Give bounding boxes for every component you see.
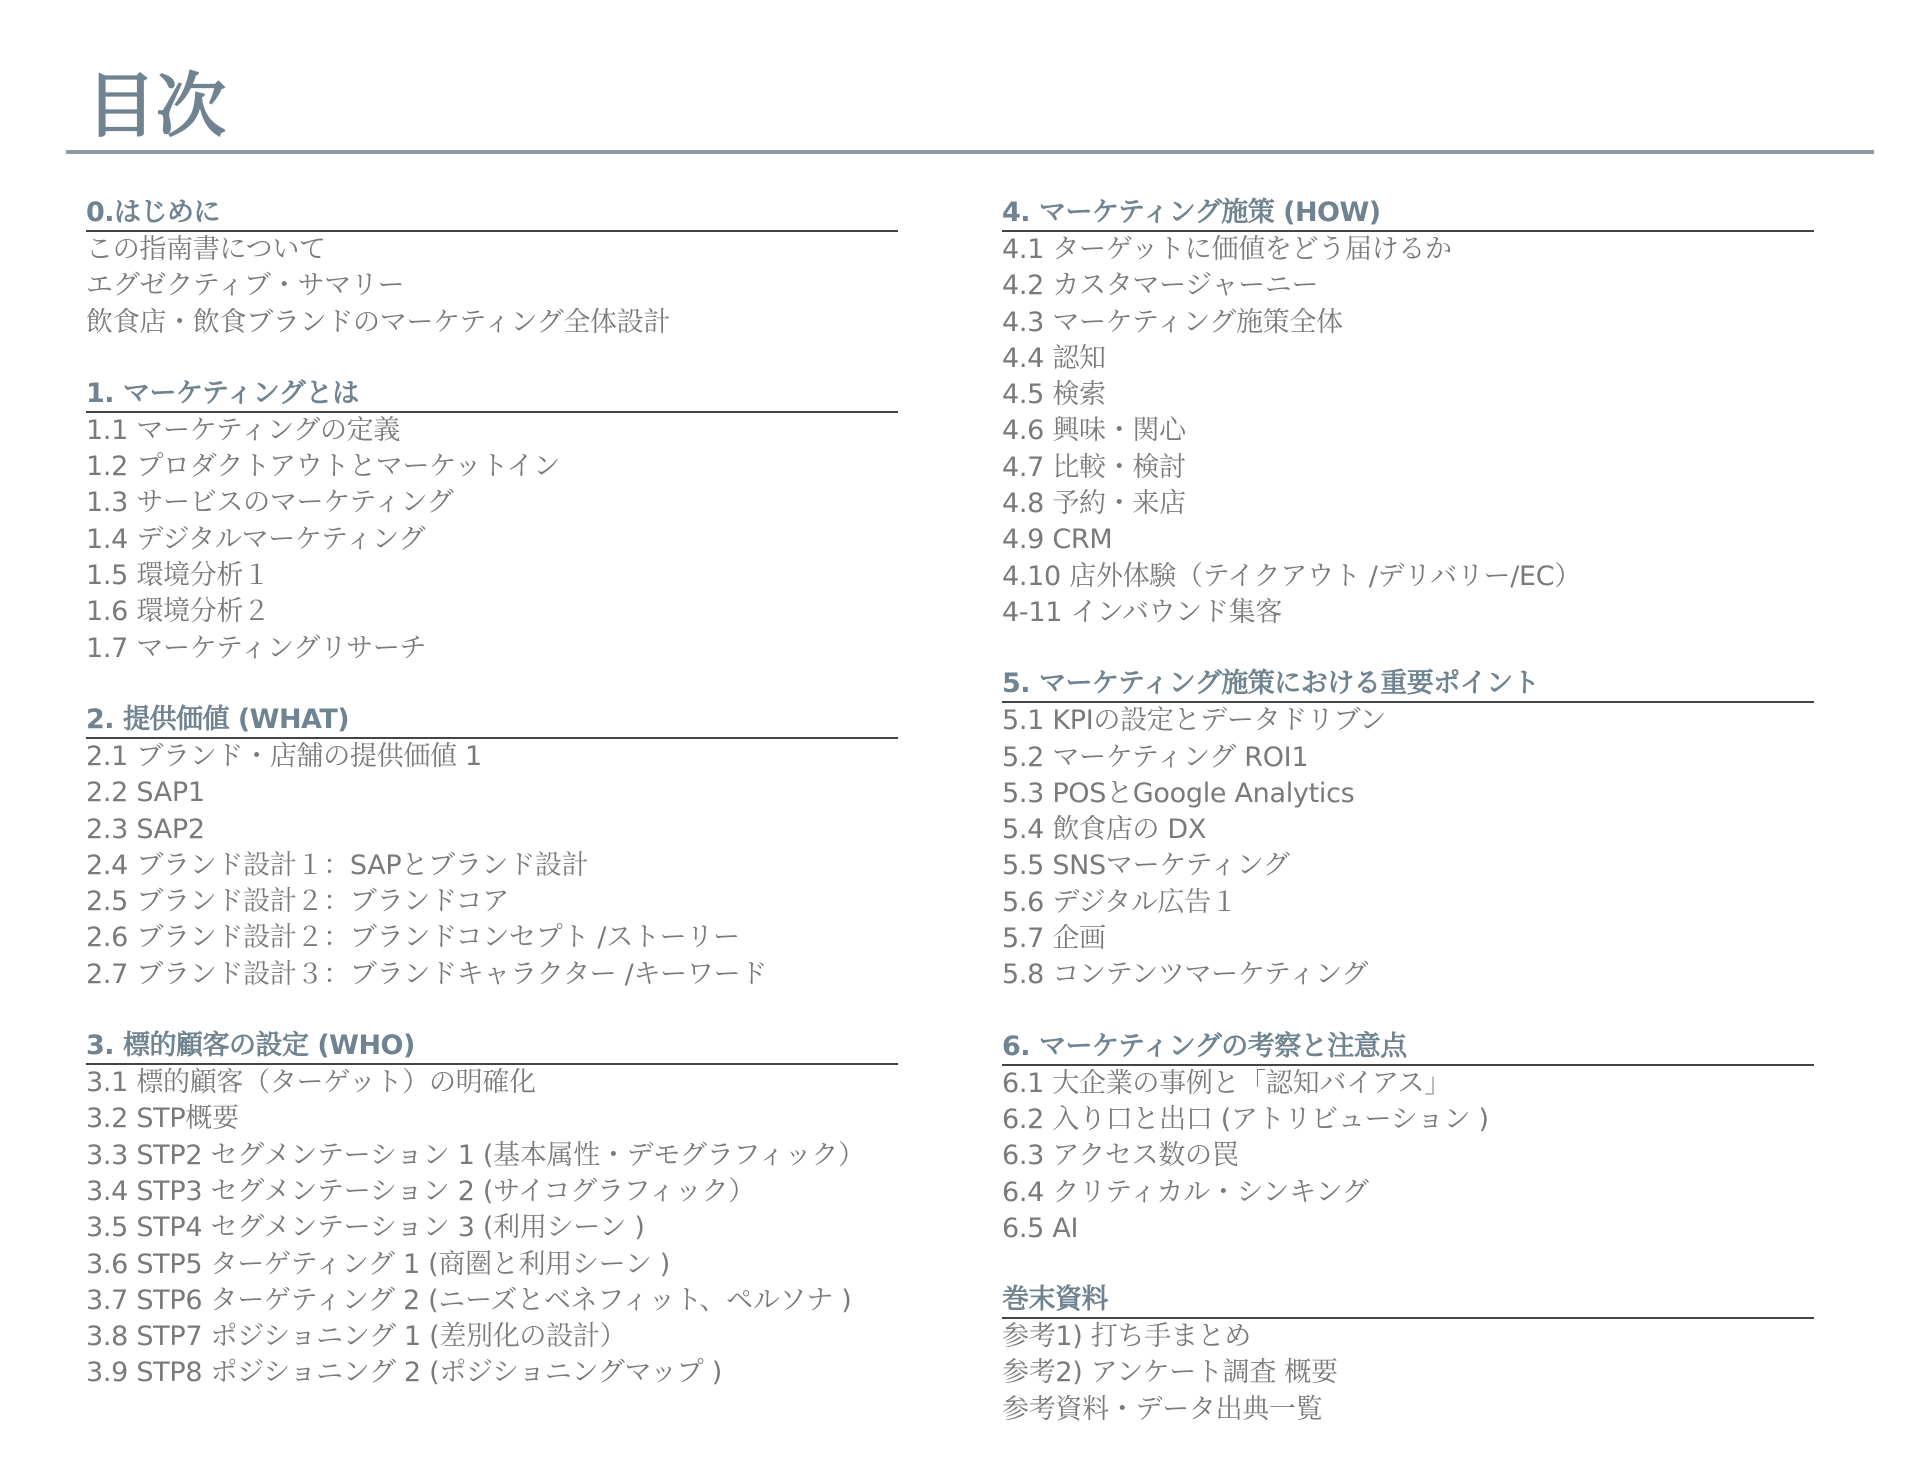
toc-item: 3.7 STP6 ターゲティング 2 (ニーズとベネフィット、ペルソナ ) [86, 1284, 852, 1316]
toc-item: 4-11 インバウンド集客 [1002, 596, 1283, 628]
section-item-list [1002, 1066, 1814, 1247]
toc-section [1002, 1030, 1814, 1247]
toc-item: 1.6 環境分析２ [86, 596, 270, 628]
toc-item: 1.2 プロダクトアウトとマーケットイン [86, 451, 561, 483]
toc-item: 4.7 比較・検討 [1002, 451, 1186, 483]
toc-item: 4.2 カスタマージャーニー [1002, 270, 1319, 302]
toc-item: エグゼクティブ・サマリー [86, 270, 405, 302]
section-heading: 3. 標的顧客の設定 (WHO) [86, 1029, 898, 1065]
toc-item: 1.7 マーケティングリサーチ [86, 632, 427, 664]
toc-item: 6.4 クリティカル・シンキング [1002, 1176, 1369, 1208]
toc-item: 4.10 店外体験（テイクアウト /デリバリー/EC） [1002, 560, 1582, 592]
toc-item: 3.8 STP7 ポジショニング 1 (差別化の設計） [86, 1321, 627, 1353]
toc-item: 6.5 AI [1002, 1212, 1079, 1244]
toc-item: 3.2 STP概要 [86, 1103, 239, 1135]
toc-item: 6.2 入り口と出口 (アトリビューション ) [1002, 1103, 1489, 1135]
toc-item: 3.9 STP8 ポジショニング 2 (ポジショニングマップ ) [86, 1357, 722, 1389]
toc-item: 3.3 STP2 セグメンテーション 1 (基本属性・デモグラフィック） [86, 1139, 865, 1171]
toc-item: 2.3 SAP2 [86, 813, 205, 845]
toc-item: 3.1 標的顧客（ターゲット）の明確化 [86, 1067, 536, 1099]
toc-item: 4.1 ターゲットに価値をどう届けるか [1002, 234, 1452, 265]
toc-section [86, 703, 898, 993]
toc-item: 4.4 認知 [1002, 342, 1106, 374]
toc-item: 2.2 SAP1 [86, 777, 205, 809]
toc-item: この指南書について [86, 234, 326, 265]
title-divider [66, 150, 1874, 154]
section-item-list [86, 232, 898, 341]
section-heading: 0.はじめに [86, 196, 898, 232]
section-item-list [1002, 703, 1814, 993]
toc-item: 2.1 ブランド・店舗の提供価値 1 [86, 740, 482, 772]
toc-item: 参考1) 打ち手まとめ [1002, 1321, 1251, 1353]
toc-item: 5.1 KPIの設定とデータドリブン [1002, 705, 1386, 737]
toc-section [1002, 667, 1814, 993]
toc-item: 飲食店・飲食ブランドのマーケティング全体設計 [86, 306, 671, 338]
toc-item: 5.3 POSとGoogle Analytics [1002, 777, 1355, 809]
toc-item: 3.6 STP5 ターゲティング 1 (商圏と利用シーン ) [86, 1248, 670, 1280]
toc-item: 4.6 興味・関心 [1002, 415, 1186, 447]
toc-section [86, 1029, 898, 1392]
toc-item: 6.1 大企業の事例と「認知バイアス」 [1002, 1067, 1451, 1099]
toc-item: 6.3 アクセス数の罠 [1002, 1140, 1239, 1172]
toc-item: 2.6 ブランド設計２：ブランドコンセプト /ストーリー [86, 922, 740, 954]
toc-item: 4.3 マーケティング施策全体 [1002, 306, 1343, 338]
section-item-list [1002, 232, 1814, 631]
toc-item: 4.8 予約・来店 [1002, 488, 1186, 520]
section-item-list [1002, 1319, 1814, 1428]
section-heading: 1. マーケティングとは [86, 377, 898, 413]
toc-item: 3.5 STP4 セグメンテーション 3 (利用シーン ) [86, 1212, 645, 1244]
toc-item: 2.7 ブランド設計３：ブランドキャラクター /キーワード [86, 958, 767, 990]
section-item-list [86, 1065, 898, 1392]
toc-item: 3.4 STP3 セグメンテーション 2 (サイコグラフィック） [86, 1175, 755, 1207]
toc-item: 5.8 コンテンツマーケティング [1002, 959, 1369, 991]
toc-item: 1.5 環境分析１ [86, 560, 270, 592]
toc-item: 4.5 検索 [1002, 379, 1106, 411]
toc-item: 1.4 デジタルマーケティング [86, 523, 426, 555]
section-item-list [86, 413, 898, 667]
toc-item: 2.5 ブランド設計２：ブランドコア [86, 886, 510, 918]
section-heading: 5. マーケティング施策における重要ポイント [1002, 667, 1814, 703]
toc-column-left [86, 196, 898, 1428]
toc-section [86, 196, 898, 341]
toc-item: 4.9 CRM [1002, 524, 1113, 556]
toc-section [86, 377, 898, 667]
section-heading: 巻末資料 [1002, 1283, 1814, 1319]
section-heading: 2. 提供価値 (WHAT) [86, 703, 898, 739]
toc-item: 5.2 マーケティング ROI1 [1002, 741, 1309, 773]
toc-item: 参考2) アンケート調査 概要 [1002, 1357, 1338, 1389]
section-item-list [86, 739, 898, 993]
toc-section [1002, 196, 1814, 631]
toc-section [1002, 1283, 1814, 1428]
section-heading: 4. マーケティング施策 (HOW) [1002, 196, 1814, 232]
toc-item: 1.1 マーケティングの定義 [86, 414, 401, 446]
toc-item: 5.7 企画 [1002, 923, 1106, 955]
section-heading: 6. マーケティングの考察と注意点 [1002, 1030, 1814, 1066]
toc-item: 5.5 SNSマーケティング [1002, 850, 1290, 882]
toc-item: 1.3 サービスのマーケティング [86, 487, 454, 519]
toc-item: 5.6 デジタル広告１ [1002, 886, 1238, 918]
page-title: 目次 [86, 65, 226, 147]
toc-column-right [1002, 196, 1814, 1464]
toc-item: 5.4 飲食店の DX [1002, 814, 1207, 846]
toc-item: 2.4 ブランド設計１：SAPとブランド設計 [86, 849, 589, 881]
toc-item: 参考資料・データ出典一覧 [1002, 1393, 1323, 1425]
